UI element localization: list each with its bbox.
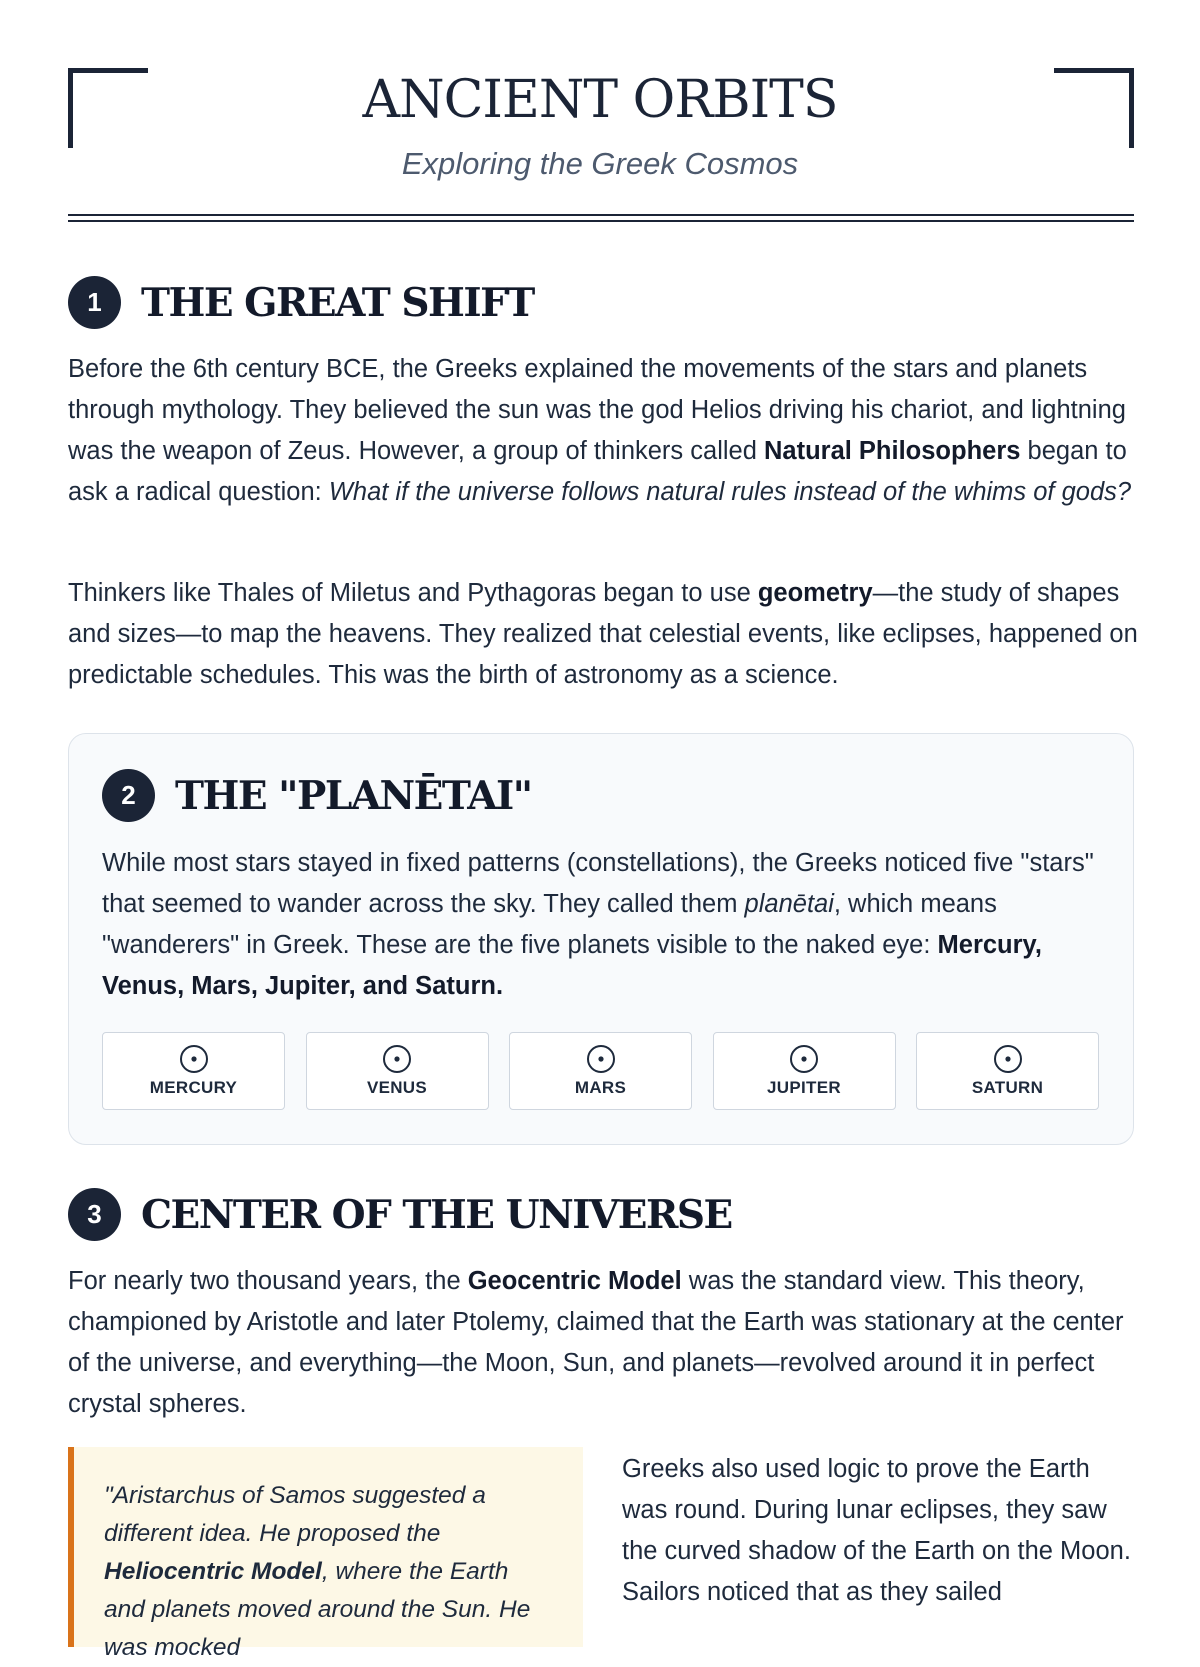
term-heliocentric-model: Heliocentric Model — [104, 1558, 322, 1585]
section-number-badge: 2 — [102, 769, 155, 822]
round-earth-paragraph: Greeks also used logic to prove the Earth was round. During lunar eclipses, they saw the curved shadow of the Earth on the Moon. Sailors noticed that as they sailed — [622, 1455, 1131, 1606]
planet-label: JUPITER — [767, 1078, 841, 1097]
section-1-paragraph-2: Thinkers like Thales of Miletus and Pythagoras began to use geometry—the study of shapes and sizes—to map the heavens. They realized that celestial events, like eclipses, happened on predictable schedules. This was the birth of astronomy as a science. — [68, 579, 1138, 689]
page-title: ANCIENT ORBITS — [362, 70, 838, 130]
planet-card-mars[interactable] — [509, 1032, 692, 1110]
section-title: THE GREAT SHIFT — [141, 279, 534, 326]
sun-symbol-icon — [993, 1044, 1023, 1074]
term-geocentric-model: Geocentric Model — [467, 1267, 682, 1295]
section-3-paragraph: For nearly two thousand years, the Geocentric Model was the standard view. This theory, championed by Aristotle and later Ptolemy, claimed that the Earth was stationary at the center of the universe, and everything—the Moon, Sun, and planets—revolved around it in perfect crystal spheres. — [68, 1267, 1124, 1418]
planet-label: MARS — [574, 1078, 627, 1097]
planet-label: MERCURY — [149, 1078, 238, 1097]
section-2-paragraph: While most stars stayed in fixed patterns (constellations), the Greeks noticed five "stars" that seemed to wander across the sky. They called them planētai, which means "wanderers" in Greek. These are the five planets visible to the naked eye: Mercury, Venus, Mars, Jupiter, and Saturn. — [102, 849, 1094, 1000]
sun-symbol-icon — [382, 1044, 412, 1074]
sun-symbol-icon — [179, 1044, 209, 1074]
planet-card-jupiter[interactable] — [713, 1032, 896, 1110]
term-geometry: geometry — [757, 579, 873, 607]
planet-card-saturn[interactable] — [916, 1032, 1099, 1110]
planet-list: Mercury, Venus, Mars, Jupiter, and Saturn. — [102, 931, 1042, 1000]
section-number-badge: 1 — [68, 276, 121, 329]
section-1-heading — [68, 276, 534, 329]
planet-label: SATURN — [971, 1078, 1044, 1097]
term-natural-philosophers: Natural Philosophers — [763, 437, 1021, 465]
planet-card-venus[interactable] — [306, 1032, 489, 1110]
header-divider — [68, 214, 1134, 222]
sun-symbol-icon — [789, 1044, 819, 1074]
section-1-paragraph-1: Before the 6th century BCE, the Greeks explained the movements of the stars and planets through mythology. They believed the sun was the god Helios driving his chariot, and lightning was the weapon of Zeus. However, a group of thinkers called Natural Philosophers began to ask a radical question: What if the universe follows natural rules instead of the whims of gods? — [68, 355, 1132, 506]
planet-card-mercury[interactable] — [102, 1032, 285, 1110]
section-number-badge: 3 — [68, 1188, 121, 1241]
section-3-heading — [68, 1188, 732, 1241]
section-title: CENTER OF THE UNIVERSE — [141, 1191, 732, 1238]
section-title: THE "PLANĒTAI" — [175, 772, 532, 819]
planet-label: VENUS — [366, 1078, 428, 1097]
page-subtitle: Exploring the Greek Cosmos — [401, 146, 799, 181]
section-2-heading — [102, 769, 532, 822]
radical-question: What if the universe follows natural rules instead of the whims of gods? — [328, 478, 1132, 506]
aristarchus-quote: "Aristarchus of Samos suggested a different idea. He proposed the Heliocentric Model, where the Earth and planets moved around the Sun. He was mocked — [68, 1447, 583, 1647]
term-planetai: planētai — [744, 890, 834, 918]
sun-symbol-icon — [586, 1044, 616, 1074]
planet-cards — [102, 1032, 1099, 1110]
